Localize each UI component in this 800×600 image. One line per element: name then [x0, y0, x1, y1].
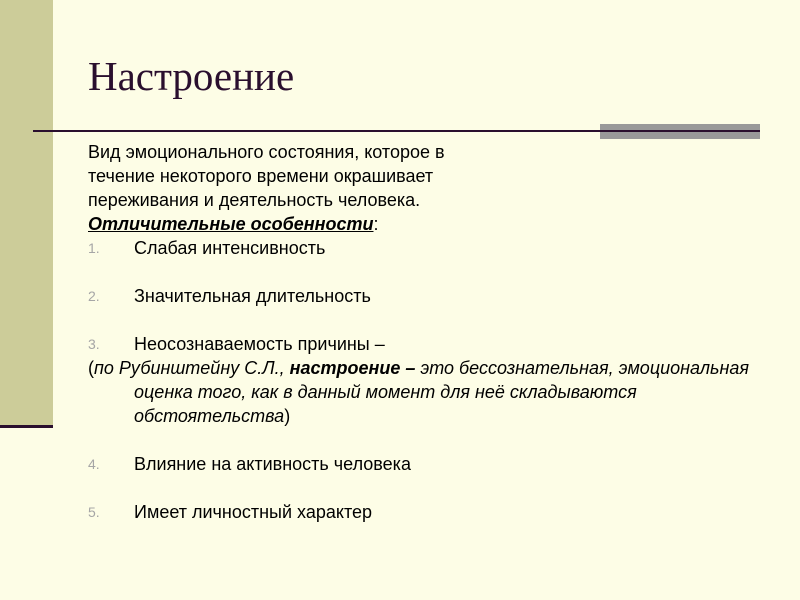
- left-accent-bar: [0, 0, 53, 425]
- slide-title: Настроение: [88, 53, 295, 99]
- features-heading-line: [88, 212, 778, 236]
- intro-line-3: переживания и деятельность человека.: [88, 190, 421, 210]
- features-colon: :: [373, 214, 379, 234]
- list-number-4: 4.: [88, 456, 100, 472]
- divider-accent-line: [600, 130, 760, 132]
- note-close-paren: ): [284, 406, 291, 426]
- list-item-5: [88, 500, 778, 524]
- intro-line-2: течение некоторого времени окрашивает: [88, 166, 434, 186]
- note-dash: –: [400, 358, 421, 378]
- note-rest: это бессознательная, эмоциональная оценка того, как в данный момент для неё складываются обстоятельства: [134, 358, 749, 426]
- slide-body: [88, 140, 778, 524]
- rubinstein-note: [88, 356, 778, 428]
- note-term: настроение: [289, 358, 401, 378]
- list-number-2: 2.: [88, 288, 100, 304]
- list-item-1: [88, 236, 778, 260]
- intro-line-1: Вид эмоционального состояния, которое в: [88, 142, 445, 162]
- list-text-4: Влияние на активность человека: [134, 454, 411, 474]
- list-number-5: 5.: [88, 504, 100, 520]
- list-number-3: 3.: [88, 336, 100, 352]
- features-heading: Отличительные особенности: [88, 214, 374, 234]
- list-number-1: 1.: [88, 240, 100, 256]
- list-item-4: [88, 452, 778, 476]
- list-text-5: Имеет личностный характер: [134, 502, 373, 522]
- list-item-2: [88, 284, 778, 308]
- note-prefix: по Рубинштейну С.Л.,: [94, 358, 290, 378]
- list-text-1: Слабая интенсивность: [134, 238, 326, 258]
- note-open-paren: (: [88, 358, 94, 378]
- list-text-2: Значительная длительность: [134, 286, 371, 306]
- list-text-3: Неосознаваемость причины –: [134, 334, 385, 354]
- title-divider: [33, 130, 600, 132]
- list-item-3: [88, 332, 778, 356]
- left-accent-line: [0, 425, 53, 428]
